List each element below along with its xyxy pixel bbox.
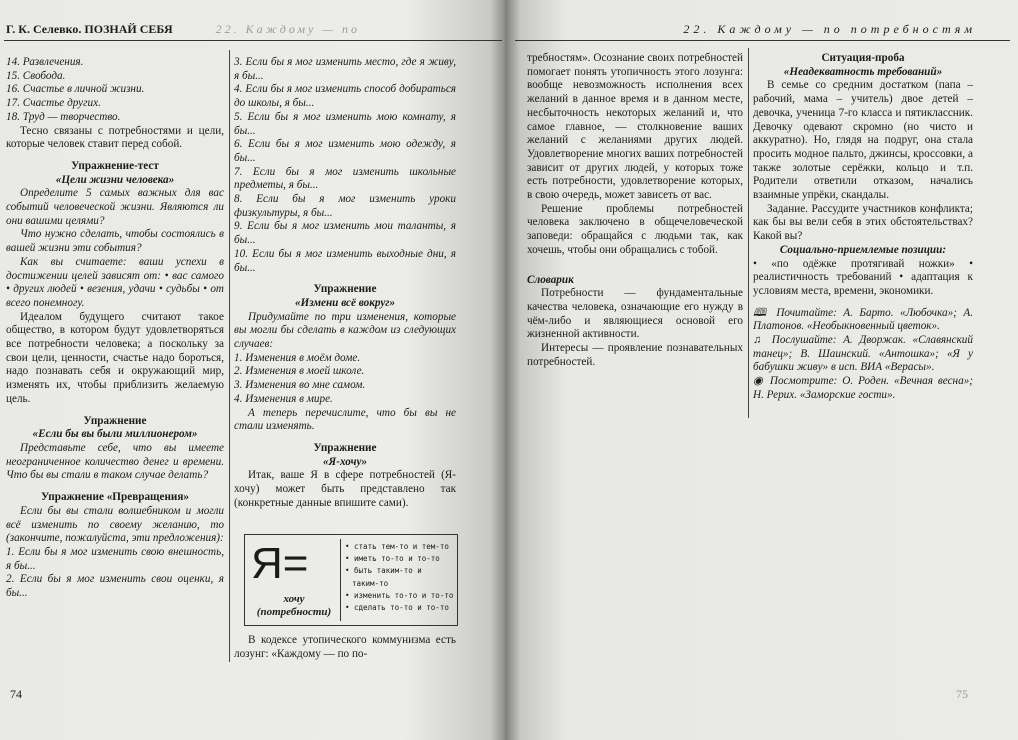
text-paragraph: 8. Если бы я мог изменить уроки физкультуры, я бы... — [234, 193, 456, 219]
left-page — [0, 0, 505, 740]
text-paragraph: 17. Счастье других. — [6, 97, 101, 110]
text-paragraph — [527, 258, 743, 266]
text-paragraph — [234, 434, 456, 442]
text-paragraph: 7. Если бы я мог изменить школьные предметы, я бы... — [234, 165, 456, 192]
text-paragraph: 3. Если бы я мог изменить место, где я живу, я бы... — [234, 56, 456, 82]
ya-label: хочу (потребности) — [256, 593, 332, 618]
ya-list — [345, 541, 453, 614]
right-page-header: 22. Каждому — по потребностям — [683, 22, 976, 36]
text-paragraph: 15. Свобода. — [6, 69, 66, 82]
text-paragraph: 16. Счастье в личной жизни. — [6, 83, 145, 96]
ya-hochu-box — [244, 534, 458, 626]
text-paragraph: требностям». Осознание своих потребностей помогает понять утопичность этого лозунга: вообще невозможность исполнения всех желаний в данное время и в данном месте, несбыточность некоторых желаний и, что самое главное, — столкновение ваших желаний с желаниями других людей. Удовлетворение многих ваших потребностей зависит от других людей, у которых тоже есть потребности, удовлетворение которых, в свою очередь, может зависеть от вас. — [527, 52, 743, 202]
text-paragraph: 6. Если бы я мог изменить мою одежду, я бы... — [234, 138, 456, 164]
text-paragraph — [527, 266, 743, 274]
text-paragraph: 9. Если бы я мог изменить мои таланты, я бы... — [234, 220, 456, 247]
ya-list-item: таким-то — [352, 578, 389, 588]
right-page-number: 75 — [956, 687, 968, 701]
text-paragraph: • «по одёжке протягивай ножки» • реалистичность требований • адаптация к условиям места, времени, экономики. — [753, 257, 973, 297]
text-paragraph: Тесно связаны с потребностями и цели, которые человек ставит перед собой. — [6, 124, 224, 151]
column-divider — [748, 48, 749, 418]
text-paragraph: 🕮 Почитайте: А. Барто. «Любочка»; А. Платонов. «Необыкновенный цветок». — [753, 306, 973, 333]
left-header-text: Г. К. Селевко. ПОЗНАЙ СЕБЯ — [6, 22, 173, 36]
text-paragraph: 5. Если бы я мог изменить мою комнату, я бы... — [234, 110, 456, 137]
text-paragraph: В кодексе утопического коммунизма есть лозунг: «Каждому — по по- — [234, 634, 456, 660]
right-header-rule — [515, 40, 1010, 41]
text-paragraph: Социально-приемлемые позиции: — [779, 243, 947, 256]
text-paragraph: Ситуация-проба — [821, 52, 905, 64]
ya-list-item: • быть таким-то и — [345, 566, 422, 576]
text-paragraph: 14. Развлечения. — [6, 56, 84, 68]
text-paragraph: «Неадекватность требований» — [783, 65, 943, 78]
text-paragraph: В семье со средним достатком (папа – рабочий, мама – учитель) двое детей – девочка, ученица 7-го класса и пятиклассник. Девочку одевают скромно (но чисто и аккуратно). Но, глядя на подруг, она стала просить модное пальто, джинсы, кроссовки, а также золотые серёжки, кольцо и т.п. Родители ответили отказом, начались взаимные упрёки, скандалы. — [753, 79, 973, 202]
text-paragraph: 2. Если бы я мог изменить свои оценки, я бы... — [6, 573, 224, 600]
right-column-2 — [753, 52, 973, 403]
text-paragraph: Упражнение — [313, 441, 377, 454]
text-paragraph — [6, 152, 224, 160]
box-divider — [340, 539, 341, 621]
text-paragraph: 18. Труд — творчество. — [6, 110, 121, 123]
text-paragraph: 1. Если бы я мог изменить свою внешность, я бы... — [6, 545, 224, 572]
text-paragraph — [6, 407, 224, 415]
text-paragraph: ◉ Посмотрите: О. Роден. «Вечная весна»; Н. Рерих. «Заморские гости». — [753, 375, 973, 401]
left-column-1 — [6, 56, 224, 601]
text-paragraph: 1. Изменения в моём доме. — [234, 351, 361, 364]
text-paragraph: Определите 5 самых важных для вас событий человеческой жизни. Являются ли они вашими целями? — [6, 187, 224, 227]
ya-list-item: • иметь то-то и то-то — [345, 554, 440, 564]
left-page-number: 74 — [10, 687, 22, 701]
text-paragraph: «Цели жизни человека» — [55, 173, 175, 186]
ya-list-item: • сделать то-то и то-то — [345, 603, 449, 613]
text-paragraph — [6, 483, 224, 491]
text-paragraph: Представьте себе, что вы имеете неограниченное количество денег и времени. Что бы вы стали в таком случае делать? — [6, 441, 224, 482]
text-paragraph: Упражнение-тест — [71, 159, 159, 172]
text-paragraph: «Измени всё вокруг» — [294, 296, 396, 309]
text-paragraph: Упражнение — [313, 283, 377, 296]
text-paragraph: Как вы считаете: ваши успехи в достижении целей зависят от: • вас самого • других людей • везения, удачи • судьбы • от всего понемногу. — [6, 255, 224, 309]
left-column-2 — [234, 56, 456, 511]
text-paragraph: Идеалом будущего считают такое общество, в котором будут удовлетворяться все потребности человека; а поскольку за свои цели, ценности, счастье надо бороться, надо познавать себя и окружающий мир, изменять их, чтобы приблизить желаемую цель. — [6, 310, 224, 405]
text-paragraph: 3. Изменения во мне самом. — [234, 379, 366, 392]
text-paragraph: Потребности — фундаментальные качества человека, означающие его нужду в чём-либо и являющиеся основой его жизненной активности. — [527, 287, 743, 341]
text-paragraph — [234, 275, 456, 283]
text-paragraph: 2. Изменения в моей школе. — [234, 365, 365, 378]
text-paragraph: 4. Изменения в мире. — [234, 392, 333, 405]
text-paragraph: Придумайте по три изменения, которые вы могли бы сделать в каждом из следующих случаев: — [234, 310, 456, 351]
text-paragraph: «Если бы вы были миллионером» — [32, 428, 198, 441]
text-paragraph: 10. Если бы я мог изменить выходные дни, я бы... — [234, 247, 456, 274]
text-paragraph: Если бы вы стали волшебником и могли всё изменить по своему желанию, то (закончите, пожалуйста, эти предложения): — [6, 504, 224, 545]
text-paragraph: Словарик — [527, 273, 574, 286]
left-column-2-tail — [234, 634, 456, 661]
text-paragraph: ♫ Послушайте: А. Дворжак. «Славянский танец»; В. Шаинский. «Антошка»; «Я у бабушки живу» в исп. ВИА «Верасы». — [753, 334, 973, 374]
text-paragraph: Упражнение — [83, 414, 147, 427]
text-paragraph: Упражнение «Превращения» — [40, 491, 190, 504]
text-paragraph: Итак, ваше Я в сфере потребностей (Я-хочу) может быть представлено так (конкретные данные впишите сами). — [234, 469, 456, 509]
ya-list-item: • изменить то-то и то-то — [345, 590, 454, 600]
left-header-rule — [4, 40, 502, 41]
ya-list-item: • стать тем-то и тем-то — [345, 542, 449, 551]
text-paragraph: А теперь перечислите, что бы вы не стали изменять. — [234, 406, 456, 433]
text-paragraph: «Я-хочу» — [322, 455, 368, 468]
text-paragraph: Что нужно сделать, чтобы состоялись в вашей жизни эти события? — [6, 228, 224, 255]
left-header-faded: 22. Каждому — по — [215, 22, 361, 36]
column-divider — [229, 50, 230, 662]
right-column-1 — [527, 52, 743, 369]
text-paragraph — [753, 299, 973, 307]
text-paragraph: 4. Если бы я мог изменить способ добираться до школы, я бы... — [234, 83, 456, 110]
right-page — [505, 0, 1018, 740]
text-paragraph: Интересы — проявление познавательных потребностей. — [527, 342, 743, 368]
ya-symbol: Я= — [251, 539, 309, 588]
text-paragraph: Решение проблемы потребностей человека заключено в общечеловеческой заповеди: обращайся с людьми так, как хочешь, чтобы они обращались с тобой. — [527, 202, 743, 256]
text-paragraph: Задание. Рассудите участников конфликта; как бы вы вели себя в этих обстоятельствах? Какой вы? — [753, 202, 973, 243]
left-page-header — [6, 22, 360, 40]
